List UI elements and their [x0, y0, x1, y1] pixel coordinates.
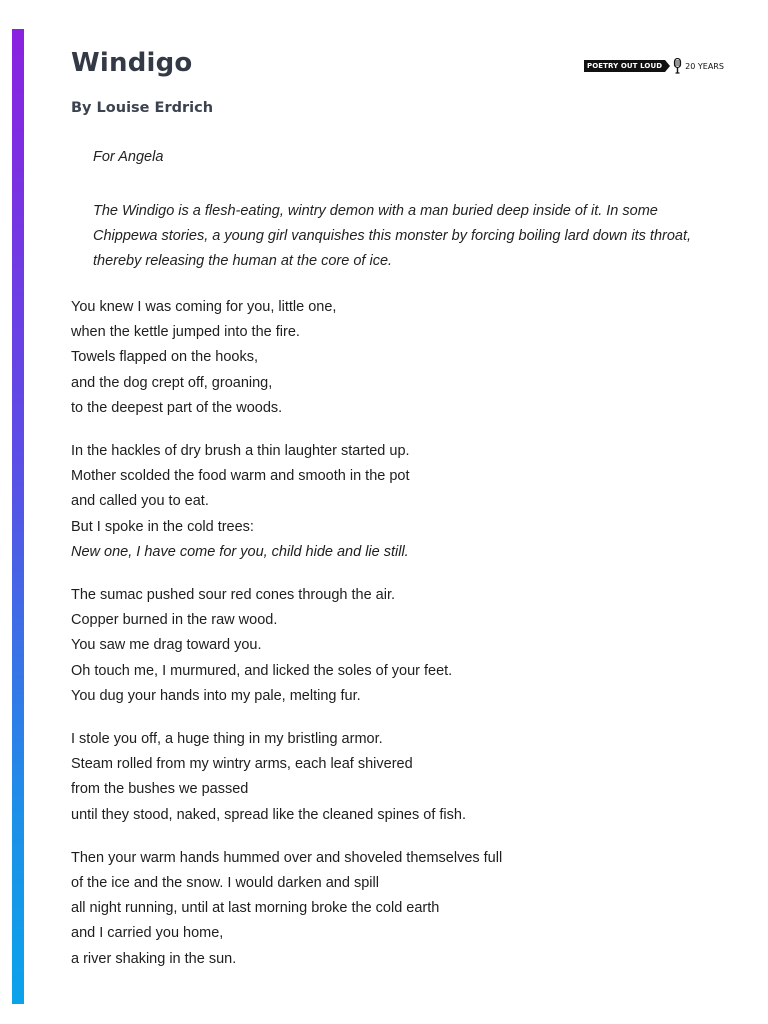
- poem-epigraph: The Windigo is a flesh-eating, wintry demon with a man buried deep inside of it. In some Chippewa stories, a young girl vanquishes this monster by forcing boiling lard down its throat, thereby releasing the human at the core of ice.: [93, 203, 692, 269]
- poem-line: a river shaking in the sun.: [71, 950, 237, 967]
- logo-years: 20 YEARS: [685, 61, 724, 71]
- poem-line: Copper burned in the raw wood.: [71, 612, 278, 629]
- poem-line: and the dog crept off, groaning,: [71, 374, 273, 391]
- poem-line: of the ice and the snow. I would darken and spill: [71, 875, 379, 892]
- poem-line-italic: New one, I have come for you, child hide and lie still.: [71, 543, 409, 560]
- stanza: [71, 583, 711, 709]
- stanza: [71, 727, 711, 828]
- poem-line: and called you to eat.: [71, 493, 209, 510]
- poem-line: to the deepest part of the woods.: [71, 399, 283, 416]
- logo-badge-tail: [665, 60, 670, 72]
- poem-line: all night running, until at last morning broke the cold earth: [71, 900, 440, 917]
- poem-line: and I carried you home,: [71, 925, 224, 942]
- poem-line: You knew I was coming for you, little one,: [71, 299, 337, 315]
- poem-line: You dug your hands into my pale, melting fur.: [71, 687, 361, 704]
- poem-dedication: For Angela: [93, 149, 164, 165]
- poem-line: Mother scolded the food warm and smooth in the pot: [71, 468, 410, 485]
- poem-line: Towels flapped on the hooks,: [71, 349, 259, 366]
- poem-line: But I spoke in the cold trees:: [71, 518, 254, 535]
- logo-badge: POETRY OUT LOUD: [584, 60, 665, 72]
- stanza: [71, 846, 711, 972]
- microphone-icon: [673, 58, 682, 74]
- poem-line: Oh touch me, I murmured, and licked the soles of your feet.: [71, 662, 453, 679]
- poem-title: Windigo: [71, 48, 193, 78]
- stanza: [71, 439, 711, 565]
- poem-line: when the kettle jumped into the fire.: [71, 324, 300, 341]
- poem-line: until they stood, naked, spread like the cleaned spines of fish.: [71, 806, 466, 823]
- poem-line: from the bushes we passed: [71, 781, 249, 798]
- poem-line: In the hackles of dry brush a thin laughter started up.: [71, 443, 410, 460]
- poem-line: I stole you off, a huge thing in my bristling armor.: [71, 731, 383, 748]
- stanza: [71, 295, 711, 421]
- poem-byline: By Louise Erdrich: [71, 100, 214, 116]
- poem-line: Then your warm hands hummed over and shoveled themselves full: [71, 849, 503, 866]
- poetry-out-loud-logo: [584, 57, 724, 75]
- accent-bar: [12, 29, 24, 1004]
- poem-body: [71, 295, 711, 990]
- poem-line: You saw me drag toward you.: [71, 637, 262, 654]
- poem-line: Steam rolled from my wintry arms, each leaf shivered: [71, 756, 413, 773]
- poem-line: The sumac pushed sour red cones through the air.: [71, 587, 396, 604]
